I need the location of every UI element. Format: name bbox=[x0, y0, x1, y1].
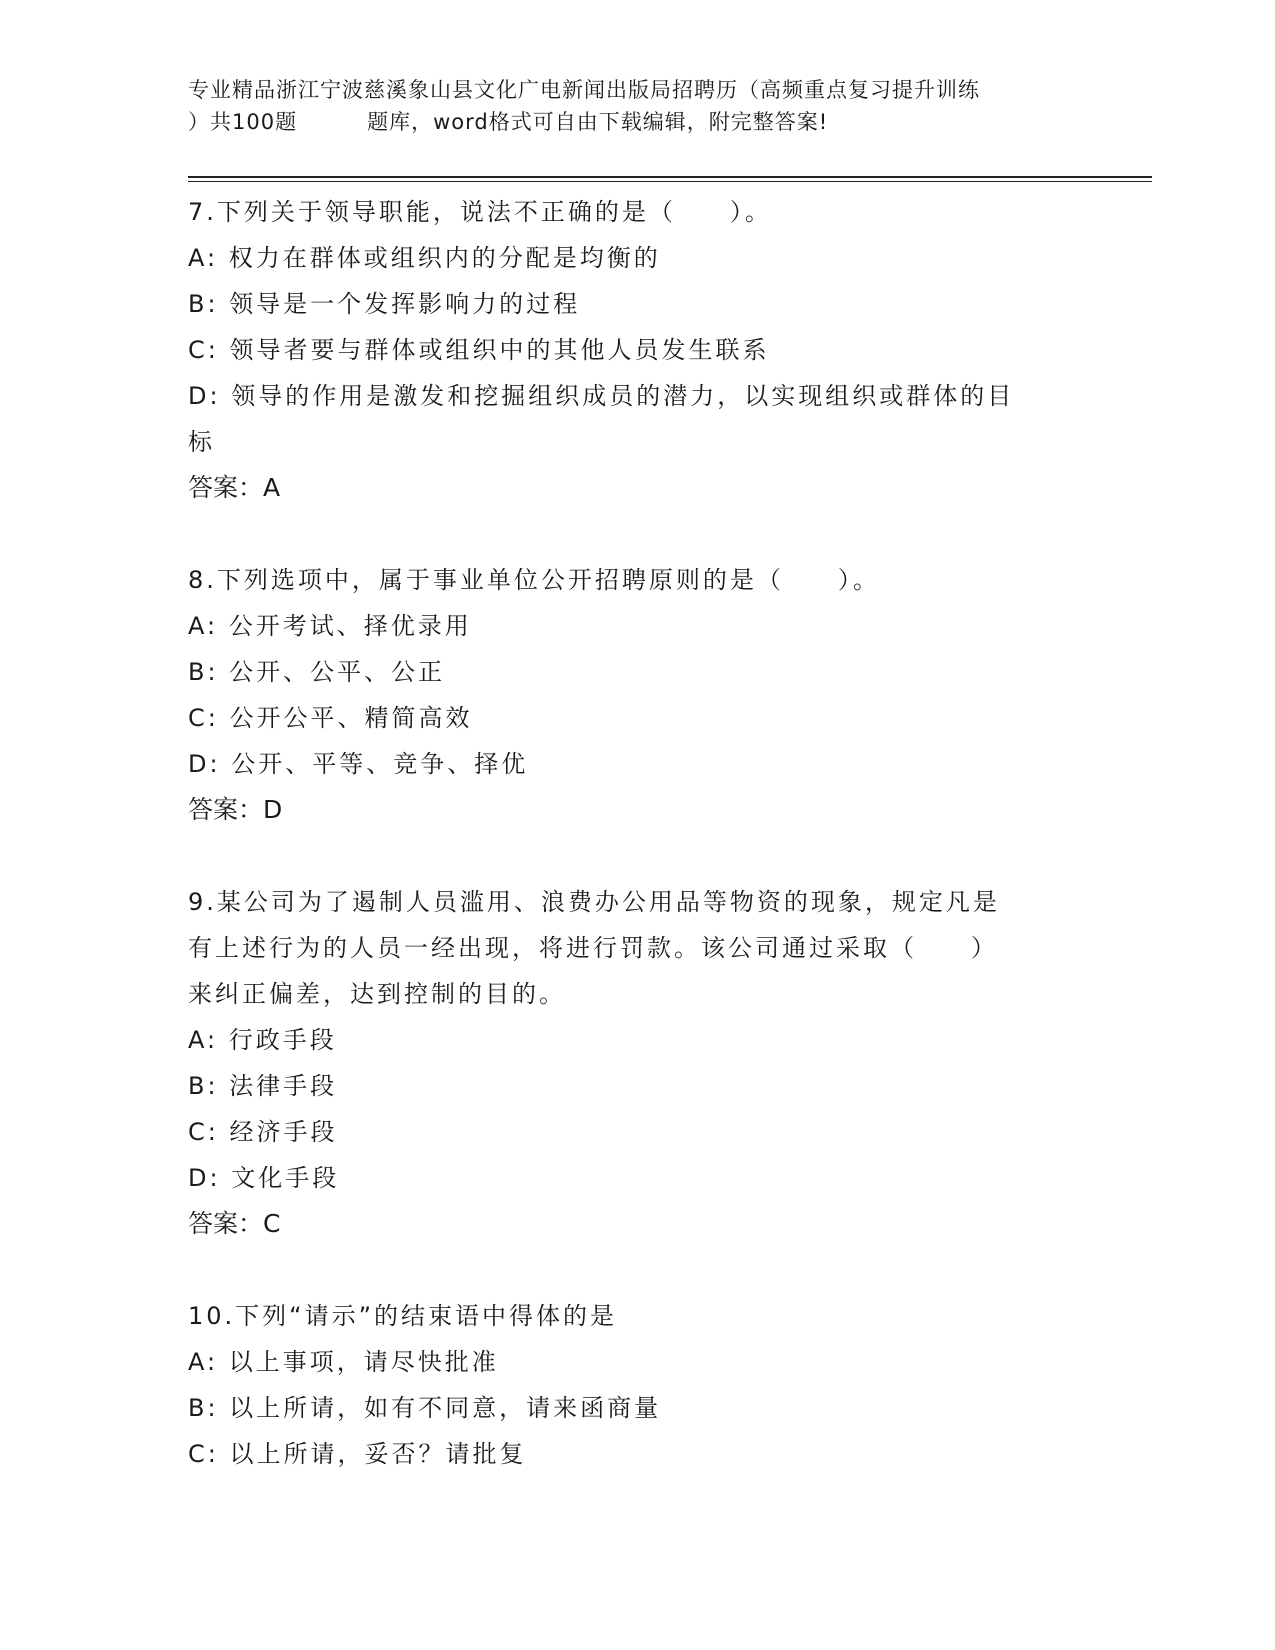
option-d-continued: 标 bbox=[188, 428, 215, 456]
question-stem-continued: 有上述行为的人员一经出现，将进行罚款。该公司通过采取（ ） bbox=[188, 934, 998, 962]
header-line-1: 专业精品浙江宁波慈溪象山县文化广电新闻出版局招聘历（高频重点复习提升训练 bbox=[188, 78, 980, 102]
option-a: A: 行政手段 bbox=[188, 1026, 337, 1054]
header-line-2 bbox=[188, 106, 1168, 138]
question-stem: 10.下列“请示”的结束语中得体的是 bbox=[188, 1302, 618, 1330]
option-a: A: 权力在群体或组织内的分配是均衡的 bbox=[188, 244, 661, 272]
option-b: B: 法律手段 bbox=[188, 1072, 338, 1100]
header-line-2-end: 题库，word格式可自由下载编辑，附完整答案! bbox=[367, 110, 829, 134]
question-block bbox=[188, 189, 1088, 557]
answer-line: 答案：A bbox=[188, 473, 281, 502]
header-rule-thick bbox=[188, 176, 1152, 178]
question-list bbox=[188, 189, 1088, 1477]
header-line-2-start: ）共100题 bbox=[188, 110, 298, 134]
page-header bbox=[188, 74, 1168, 138]
question-block bbox=[188, 557, 1088, 879]
answer-line: 答案：D bbox=[188, 795, 283, 824]
option-a: A: 公开考试、择优录用 bbox=[188, 612, 472, 640]
option-c: C: 经济手段 bbox=[188, 1118, 338, 1146]
header-rule-thin bbox=[188, 181, 1152, 182]
question-stem: 9.某公司为了遏制人员滥用、浪费办公用品等物资的现象，规定凡是 bbox=[188, 888, 1000, 916]
option-b: B: 领导是一个发挥影响力的过程 bbox=[188, 290, 581, 318]
option-d: D: 文化手段 bbox=[188, 1164, 340, 1192]
option-b: B: 公开、公平、公正 bbox=[188, 658, 446, 686]
option-b: B: 以上所请，如有不同意，请来函商量 bbox=[188, 1394, 662, 1422]
option-c: C: 领导者要与群体或组织中的其他人员发生联系 bbox=[188, 336, 770, 364]
option-d: D: 公开、平等、竞争、择优 bbox=[188, 750, 529, 778]
option-c: C: 以上所请，妥否？请批复 bbox=[188, 1440, 527, 1468]
question-stem: 8.下列选项中，属于事业单位公开招聘原则的是（ ）。 bbox=[188, 566, 880, 594]
option-a: A: 以上事项，请尽快批准 bbox=[188, 1348, 499, 1376]
question-block bbox=[188, 1293, 1088, 1477]
question-stem-continued: 来纠正偏差，达到控制的目的。 bbox=[188, 980, 566, 1008]
option-d: D: 领导的作用是激发和挖掘组织成员的潜力，以实现组织或群体的目 bbox=[188, 382, 1015, 410]
question-stem: 7.下列关于领导职能，说法不正确的是（ ）。 bbox=[188, 198, 772, 226]
answer-line: 答案：C bbox=[188, 1209, 281, 1238]
question-block bbox=[188, 879, 1088, 1293]
option-c: C: 公开公平、精简高效 bbox=[188, 704, 473, 732]
